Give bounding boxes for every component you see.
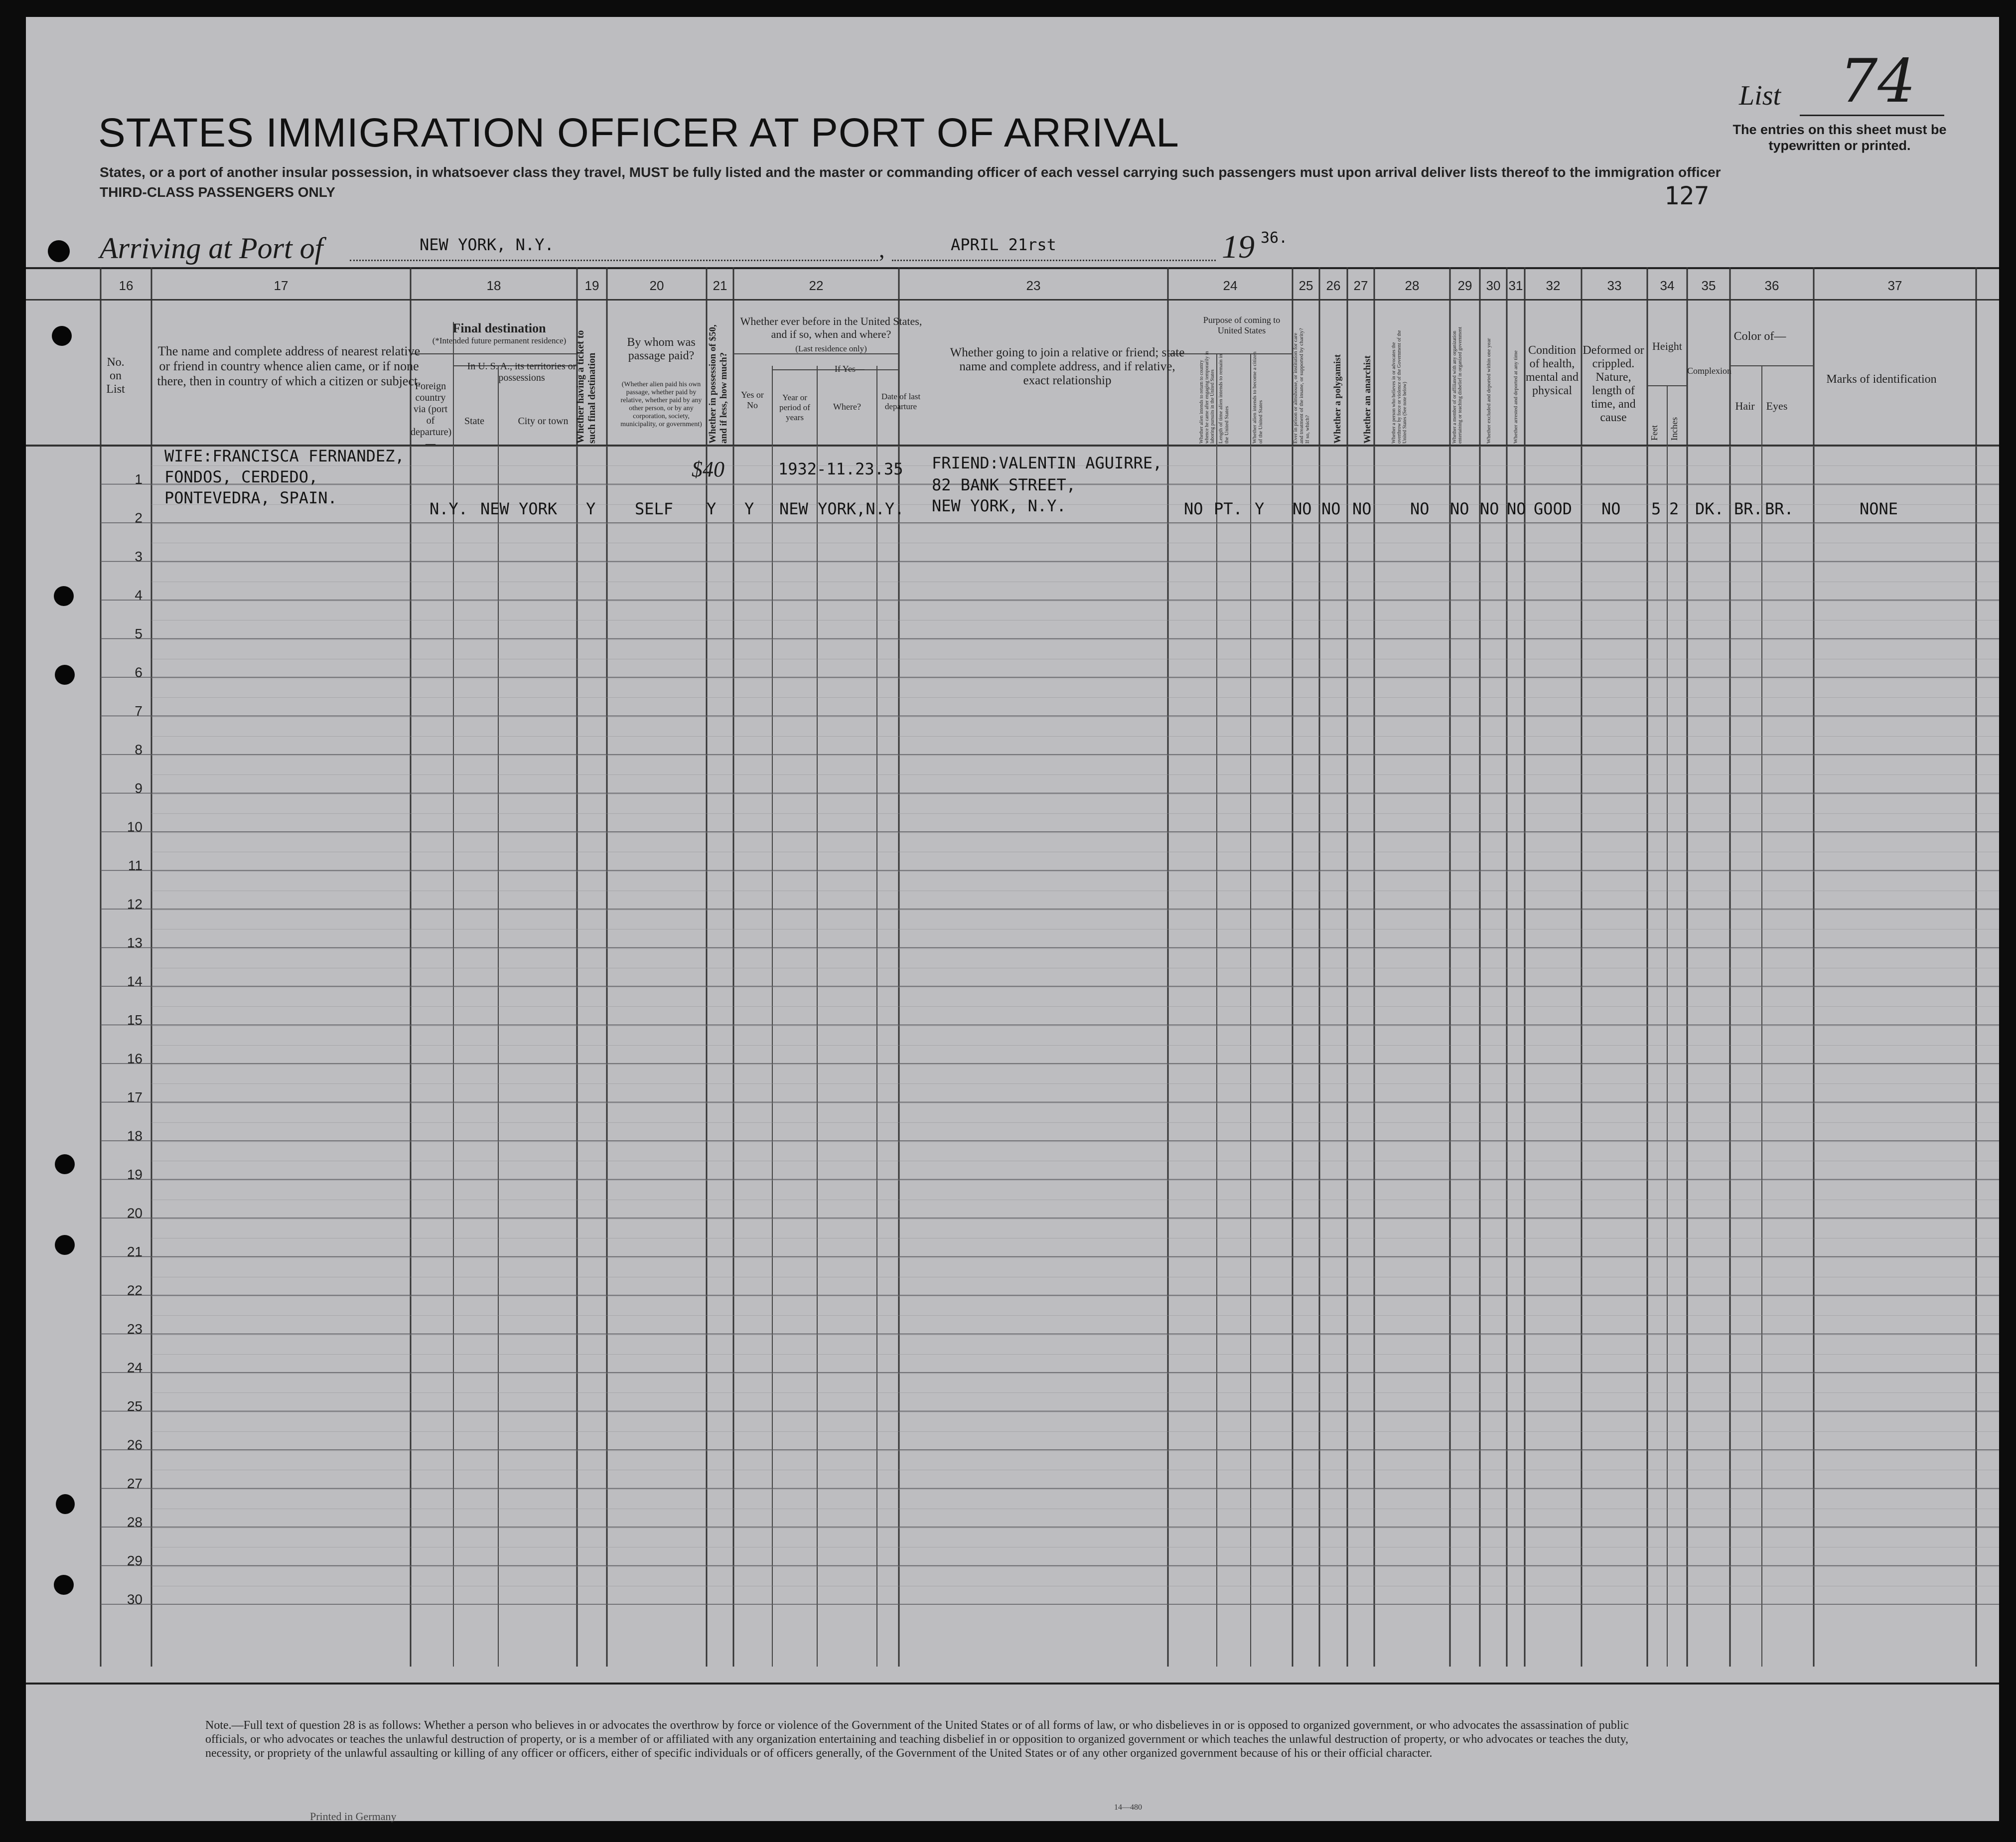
relative-line-2: FONDOS, CERDEDO, [164,467,318,486]
column-number: 20 [649,278,664,293]
money-amount: $40 [692,457,724,481]
money-value: Y [707,499,717,518]
col22-sub: (Last residence only) [795,344,867,353]
complexion-value: DK. [1695,499,1724,518]
year-prefix: 19 [1222,229,1255,265]
excluded-value: NO [1480,499,1499,518]
col34-feet: Feet [1649,425,1659,441]
column-number: 18 [486,278,501,293]
row-number: 29 [127,1552,143,1568]
col25-header: Ever in prison or almshouse, or institution for care and treatment of the insane, or supported by charity? If so, which? [1293,328,1310,444]
manifest-sheet [26,17,1999,1821]
col29-header: Whether a member of or affiliated with any organization entertaining or teaching disbelief in organized government [1452,326,1463,444]
column-number: 35 [1701,278,1716,293]
join-line-1: FRIEND:VALENTIN AGUIRRE, [932,454,1162,472]
form-number: 14—480 [1114,1803,1142,1812]
comma-1: , [879,237,885,262]
column-number: 33 [1607,278,1622,293]
col37-header: Marks of identification [1826,373,1937,386]
binder-hole [55,1235,75,1255]
row-number: 23 [127,1321,143,1337]
col18-title: Final destination [452,321,546,335]
column-number: 25 [1298,278,1313,293]
date-value: APRIL 21rst [951,235,1056,254]
row-number: 25 [127,1398,143,1414]
col22-title: Whether ever before in the United States, and if so, when and where? [740,315,922,340]
row-number: 24 [127,1360,143,1376]
column-number: 26 [1326,278,1341,293]
col18-foreign: Foreign country via (port of departure)— [411,381,452,449]
col24-b: Length of time alien intends to remain in the United States [1218,354,1230,444]
health-value: GOOD [1534,499,1573,518]
row-number: 16 [127,1051,143,1067]
column-number: 32 [1546,278,1561,293]
row-number: 30 [127,1591,143,1607]
where-value: NEW YORK,N.Y. [779,499,904,518]
form-grid [26,17,1999,1691]
row-number: 3 [135,548,143,564]
join-line-3: NEW YORK, N.Y. [932,496,1066,515]
row-number: 21 [127,1243,143,1259]
row-number: 17 [127,1089,143,1105]
destination-city: NEW YORK [480,499,558,518]
col18-sub: (*Intended future permanent residence) [432,336,567,345]
row-number: 7 [135,703,143,719]
col23-header: Whether going to join a relative or friend; state name and complete address, and if relative, exact relationship [950,346,1185,387]
col27-header: Whether an anarchist [1362,355,1373,444]
page-title: STATES IMMIGRATION OFFICER AT PORT OF ARRIVAL [98,110,1179,155]
row-number: 9 [135,780,143,796]
before-us-value: Y [744,499,754,518]
col30-header: Whether excluded and deported within one year [1486,338,1492,444]
col35-header: Complexion [1687,366,1731,376]
binder-hole [55,665,75,685]
col20-title: By whom was passage paid? [627,336,696,362]
column-number: 19 [584,278,599,293]
binder-hole [52,326,72,346]
column-number: 27 [1353,278,1368,293]
instruction-line: States, or a port of another insular possession, in whatsoever class they travel, MUST be fully listed and the master or commanding officer of each vessel carrying such passengers must upon arrival deliver lists thereof to the immigration officer [100,164,1721,180]
column-number: 30 [1486,278,1501,293]
column-number: 36 [1764,278,1779,293]
arriving-label: Arriving at Port of [100,232,323,265]
destination-state: N.Y. [430,499,468,518]
column-number: 31 [1508,278,1523,293]
column-number: 24 [1223,278,1238,293]
binder-hole [54,586,74,606]
col18-usa: In U. S. A., its territories or possessions [467,361,576,383]
anarchist-value: NO [1352,499,1372,518]
row-number: 4 [135,587,143,603]
col36-hair: Hair [1735,400,1755,412]
printed-in: Printed in Germany [310,1810,397,1823]
col31-header: Whether arrested and deported at any time [1513,350,1519,444]
column-number: 34 [1660,278,1675,293]
overthrow-value: NO [1410,499,1430,518]
feet-value: 5 [1651,499,1661,518]
footnote: Note.—Full text of question 28 is as follows: Whether a person who believes in or advocates the overthrow by force or violence of the Government of the United States or of all forms of law, or who disbelieves in or is opposed to organized government, or who advocates the assassination of public officials, or who advocates or teaches the unlawful destruction of property, or is a member of or affiliated with any organization entertaining and teaching disbelief in or opposition to organized government or which teaches the unlawful destruction of property, or who advocates or teaches the duty, necessity, or propriety of the unlawful assaulting or killing of any officer or officers, either of specific individuals or of officers generally, of the Government of the United States or of any other organized government because of his or their official character. [205,1719,1629,1760]
col22-where: Where? [833,402,861,412]
row-number: 20 [127,1205,143,1221]
inches-value: 2 [1669,499,1679,518]
col20-sub: (Whether alien paid his own passage, whether paid by relative, whether paid by any other person, or by any corporation, society, municipality, or government) [620,381,702,428]
row-number: 10 [127,819,143,835]
year-suffix: 36. [1261,229,1288,247]
col21-header: Whether in possession of $50, and if less, how much? [708,324,729,444]
purpose-citizen: Y [1255,499,1265,518]
column-number: 29 [1457,278,1472,293]
binder-hole [56,1494,75,1514]
row-number: 22 [127,1282,143,1298]
col22-date: Date of last departure [881,392,921,411]
column-number: 23 [1026,278,1041,293]
row-number: 12 [127,896,143,912]
list-note: The entries on this sheet must be typewritten or printed. [1732,122,1947,153]
column-number: 37 [1887,278,1902,293]
col34-title: Height [1652,340,1682,352]
col22-ifyes: If Yes— [834,364,864,374]
sheet-number: 127 [1664,181,1710,210]
binder-hole [54,1575,74,1595]
deformed-value: NO [1601,499,1621,518]
col24-c: Whether alien intends to become a citizen of the United States [1252,351,1264,444]
purpose-return: NO [1184,499,1203,518]
col18-city: City or town [518,416,569,427]
purpose-length: PT. [1214,499,1243,518]
row-number: 11 [128,857,143,873]
col19-header: Whether having a ticket to such final destination [575,330,597,444]
class-label: THIRD-CLASS PASSENGERS ONLY [100,184,335,200]
row-number: 1 [135,471,143,487]
col18-state: State [464,416,484,427]
hair-value: BR. [1734,499,1763,518]
list-label: List [1739,80,1781,111]
col36-title: Color of— [1733,330,1786,343]
relative-line-3: PONTEVEDRA, SPAIN. [164,488,337,507]
marks-value: NONE [1860,499,1898,518]
col36-eyes: Eyes [1766,400,1788,412]
column-number: 17 [274,278,288,293]
col22-yesno: Yes or No [741,390,764,410]
column-number: 21 [713,278,727,293]
col34-inches: Inches [1669,417,1679,441]
paid-by-value: SELF [635,499,674,518]
year-period-value: 1932-11.23.35 [778,460,903,478]
organization-value: NO [1450,499,1469,518]
row-number: 14 [127,973,143,989]
col24-a: Whether alien intends to return to country whence he came after engaging temporarily in laboring pursuits in the United States [1199,351,1215,444]
column-number: 16 [119,278,134,293]
col22-year: Year or period of years [779,393,810,422]
col24-title: Purpose of coming to United States [1203,315,1281,335]
row-number: 19 [127,1166,143,1182]
col16-header: No. on List [106,356,125,396]
col26-header: Whether a polygamist [1332,354,1343,444]
relative-line-1: WIFE:FRANCISCA FERNANDEZ, [164,447,405,465]
row-number: 26 [127,1437,143,1453]
binder-hole [55,1154,75,1174]
row-number: 6 [135,664,143,680]
port-value: NEW YORK, N.Y. [420,235,554,254]
list-number: 74 [1840,47,1916,116]
col28-header: Whether a person who believes in or advocates the overthrow by force or violence of the Government of the United States (See note below) [1391,330,1408,444]
join-line-2: 82 BANK STREET, [932,475,1076,494]
row-number: 13 [127,934,143,950]
ticket-value: Y [586,499,596,518]
col33-header: Deformed or crippled. Nature, length of time, and cause [1583,344,1644,424]
arrested-value: NO [1507,499,1526,518]
row-number: 2 [135,510,143,526]
row-number: 5 [135,625,143,641]
row-number: 27 [127,1475,143,1491]
column-number: 28 [1405,278,1420,293]
row-number: 18 [127,1128,143,1144]
col17-header: The name and complete address of nearest relative or friend in country whence alien came, or if none there, then in country of which a citizen or subject. [157,344,421,388]
row-number: 28 [127,1514,143,1530]
polygamist-value: NO [1321,499,1341,518]
binder-hole [48,240,70,262]
column-number: 22 [809,278,824,293]
row-number: 15 [127,1012,143,1028]
eyes-value: BR. [1765,499,1794,518]
prison-value: NO [1293,499,1312,518]
col32-header: Condition of health, mental and physical [1526,344,1579,397]
row-number: 8 [135,742,143,758]
